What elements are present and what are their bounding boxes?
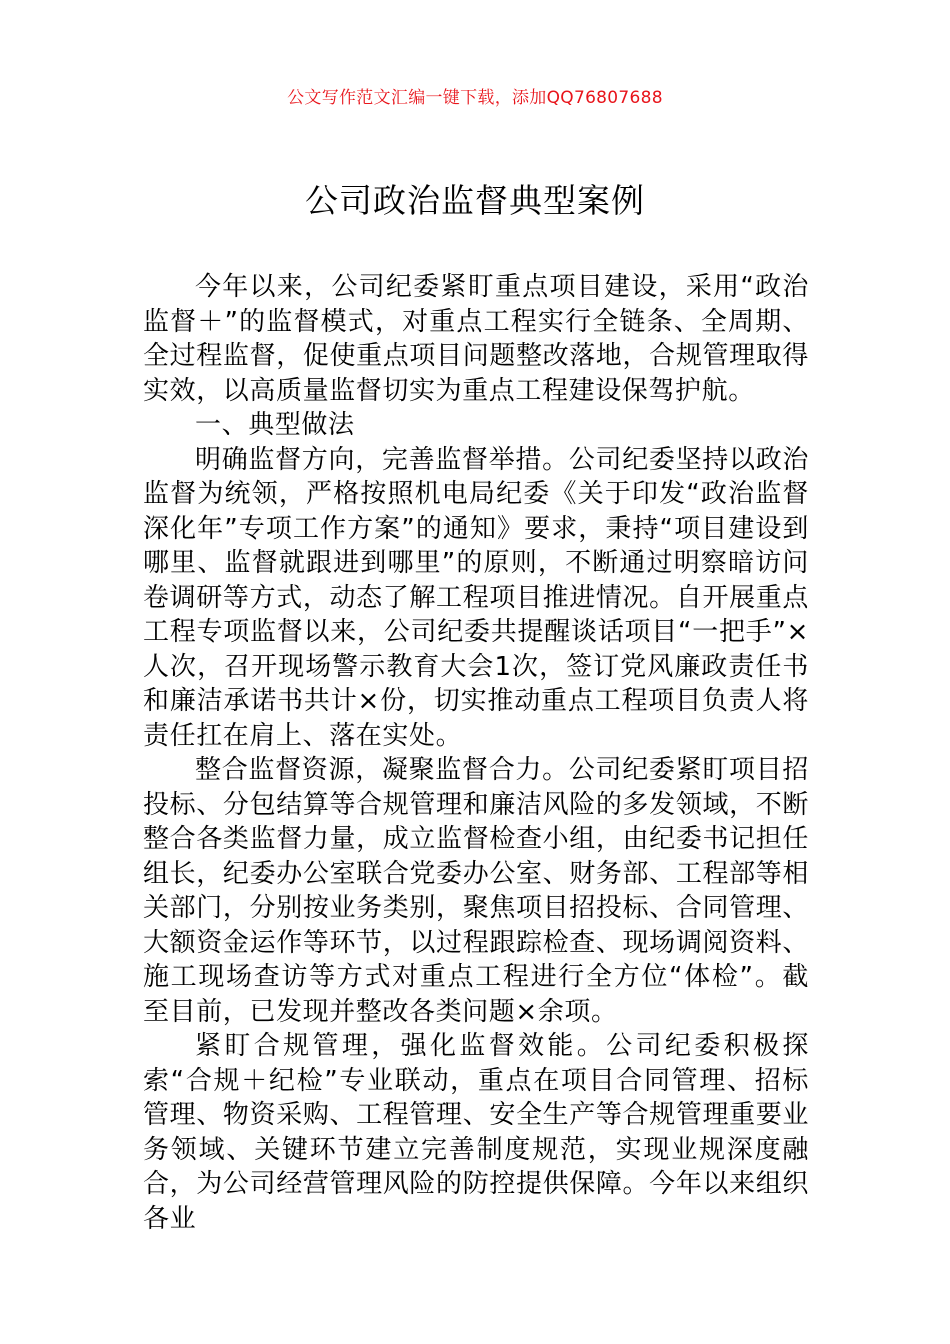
document-body (143, 270, 809, 1236)
promo-banner: 公文写作范文汇编一键下载，添加QQ76807688 (287, 88, 663, 108)
document-title: 公司政治监督典型案例 (305, 181, 645, 220)
paragraph-resource-integration: 整合监督资源，凝聚监督合力。公司纪委紧盯项目招投标、分包结算等合规管理和廉洁风险的多发领域，不断整合各类监督力量，成立监督检查小组，由纪委书记担任组长，纪委办公室联合党委办公室、财务部、工程部等相关部门，分别按业务类别，聚焦项目招投标、合同管理、大额资金运作等环节，以过程跟踪检查、现场调阅资料、施工现场查访等方式对重点工程进行全方位“体检”。截至目前，已发现并整改各类问题×余项。 (143, 755, 809, 1027)
paragraph-compliance-management: 紧盯合规管理，强化监督效能。公司纪委积极探索“合规＋纪检”专业联动，重点在项目合同管理、招标管理、物资采购、工程管理、安全生产等合规管理重要业务领域、关键环节建立完善制度规范，实现业规深度融合，为公司经营管理风险的防控提供保障。今年以来组织各业 (143, 1031, 809, 1234)
intro-paragraph: 今年以来，公司纪委紧盯重点项目建设，采用“政治监督＋”的监督模式，对重点工程实行全链条、全周期、全过程监督，促使重点项目问题整改落地，合规管理取得实效，以高质量监督切实为重点工程建设保驾护航。 (143, 272, 809, 406)
section-heading: 一、典型做法 (195, 410, 355, 440)
paragraph-supervision-direction: 明确监督方向，完善监督举措。公司纪委坚持以政治监督为统领，严格按照机电局纪委《关于印发“政治监督深化年”专项工作方案”的通知》要求，秉持“项目建设到哪里、监督就跟进到哪里”的原则，不断通过明察暗访问卷调研等方式，动态了解工程项目推进情况。自开展重点工程专项监督以来，公司纪委共提醒谈话项目“一把手”×人次，召开现场警示教育大会1次，签订党风廉政责任书和廉洁承诺书共计×份，切实推动重点工程项目负责人将责任扛在肩上、落在实处。 (143, 444, 809, 751)
